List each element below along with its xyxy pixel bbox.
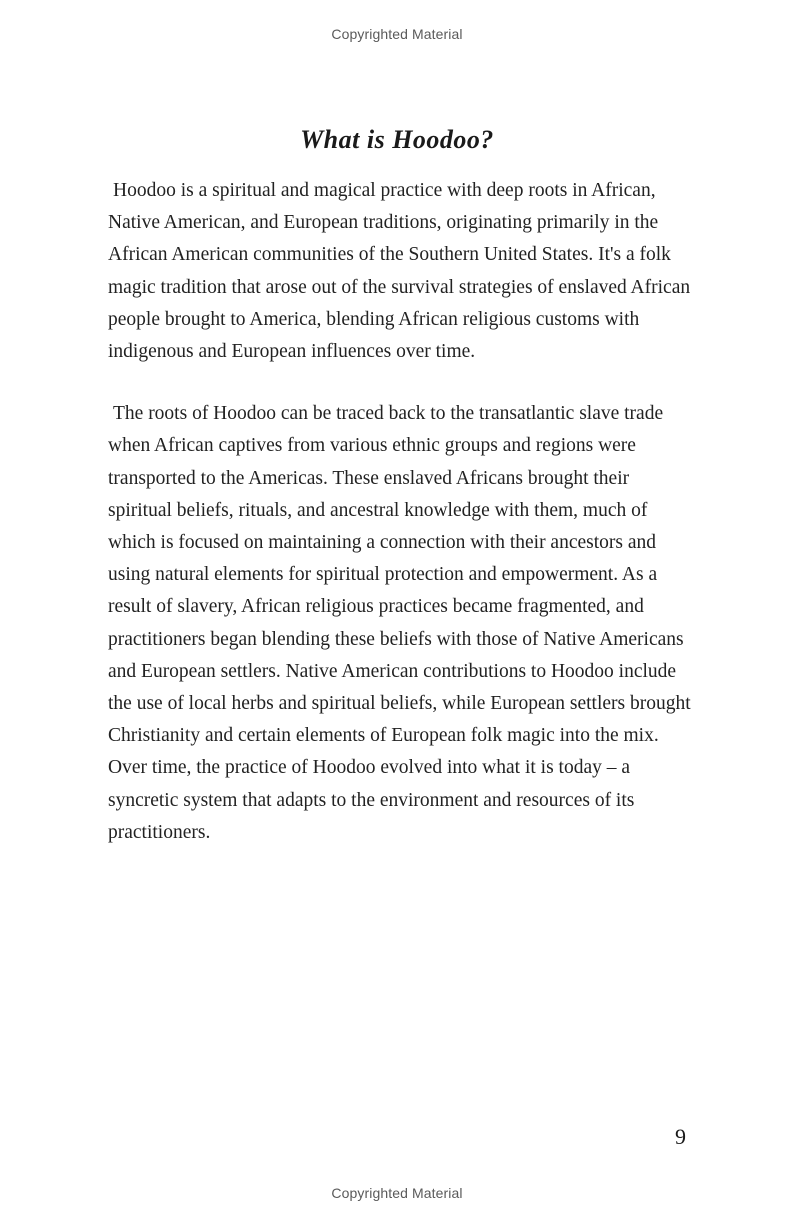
copyright-watermark-bottom: Copyrighted Material (331, 1185, 463, 1201)
paragraph-2: The roots of Hoodoo can be traced back to the transatlantic slave trade when African captives from various ethnic groups and regions were transported to the Americas. These enslaved Africans brought their spiritual beliefs, rituals, and ancestral knowledge with them, much of which is focused on maintaining a connection with their ancestors and using natural elements for spiritual protection and empowerment. As a result of slavery, African religious practices became fragmented, and practitioners began blending these beliefs with those of Native Americans and European settlers. Native American contributions to Hoodoo include the use of local herbs and spiritual beliefs, while European settlers brought Christianity and certain elements of European folk magic into the mix. Over time, the practice of Hoodoo evolved into what it is today – a syncretic system that adapts to the environment and resources of its practitioners. (108, 403, 691, 843)
body-text (108, 175, 694, 879)
page-number: 9 (675, 1124, 686, 1149)
paragraph-1: Hoodoo is a spiritual and magical practice with deep roots in African, Native American, and European traditions, originating primarily in the African American communities of the Southern United States. It's a folk magic tradition that arose out of the survival strategies of enslaved African people brought to America, blending African religious customs with indigenous and European influences over time. (108, 180, 691, 363)
copyright-watermark-top: Copyrighted Material (331, 26, 463, 42)
page-title: What is Hoodoo? (300, 125, 494, 155)
